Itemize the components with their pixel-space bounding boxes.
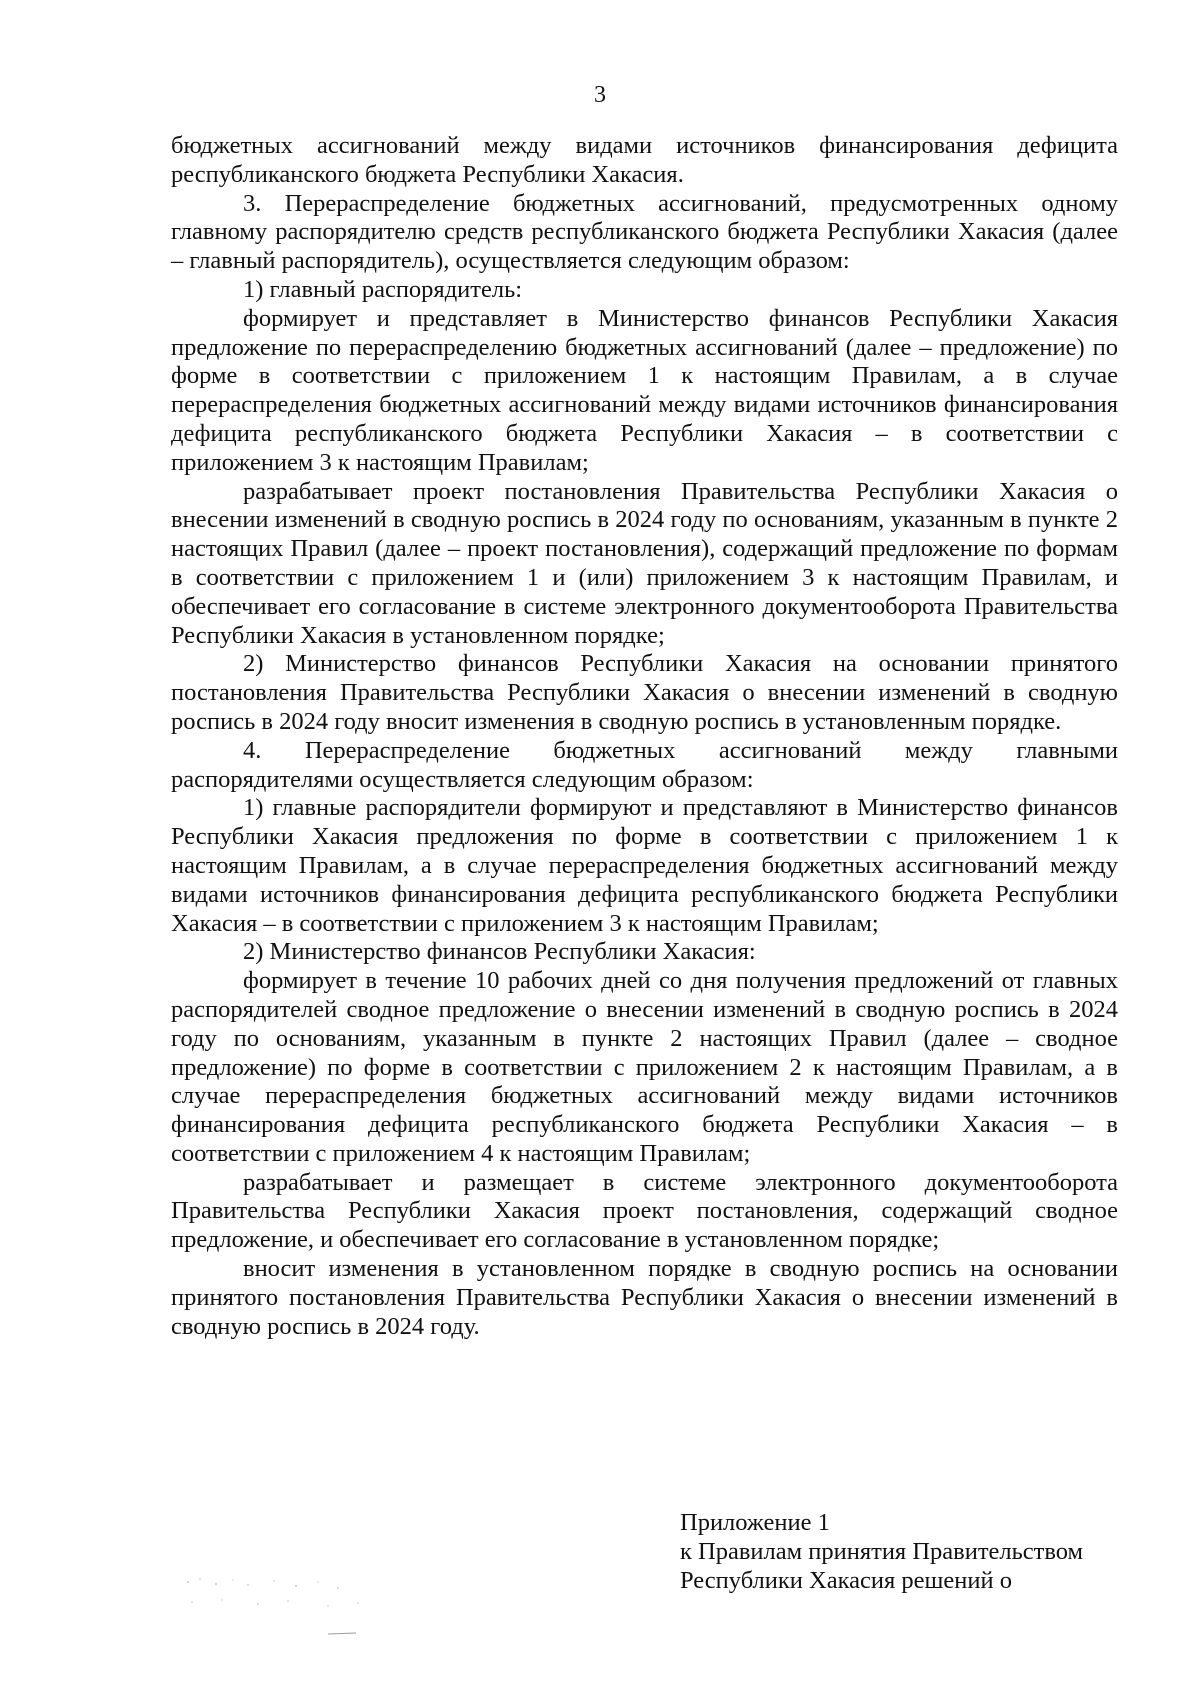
paragraph: формирует в течение 10 рабочих дней со дня получения предложений от главных распорядителей сводное предложение о внесении изменений в сводную роспись в 2024 году по основаниям, указанным в пункте 2 настоящих Правил (далее – сводное предложение) по форме в соответствии с приложением 2 к настоящим Правилам, а в случае перераспределения бюджетных ассигнований между видами источников финансирования дефицита республиканского бюджета Республики Хакасия – в соответствии с приложением 4 к настоящим Правилам; — [171, 967, 1118, 1167]
paragraph: 2) Министерство финансов Республики Хакасия: — [243, 938, 756, 966]
paragraph: вносит изменения в установленном порядке в сводную роспись на основании принятого постановления Правительства Республики Хакасия о внесении изменений в сводную роспись в 2024 году. — [171, 1255, 1118, 1340]
page-number: 3 — [594, 82, 606, 108]
document-body — [171, 132, 1118, 1341]
paragraph: разрабатывает и размещает в системе электронного документооборота Правительства Республики Хакасия проект постановления, содержащий сводное предложение, и обеспечивает его согласование в установленном порядке; — [171, 1168, 1118, 1254]
appendix-subtitle-line: к Правилам принятия Правительством — [680, 1538, 1084, 1565]
appendix-title: Приложение 1 — [680, 1509, 830, 1536]
paragraph: разрабатывает проект постановления Правительства Республики Хакасия о внесении изменений в сводную роспись в 2024 году по основаниям, указанным в пункте 2 настоящих Правил (далее – проект постановления), содержащий предложение по формам в соответствии с приложением 1 и (или) приложением 3 к настоящим Правилам, и обеспечивает его согласование в системе электронного документооборота Правительства Республики Хакасия в установленном порядке; — [171, 477, 1118, 649]
scan-artifact — [178, 1570, 398, 1640]
appendix-heading — [680, 1508, 1120, 1595]
paragraph: 1) главный распорядитель: — [243, 275, 523, 303]
paragraph: 2) Министерство финансов Республики Хакасия на основании принятого постановления Правительства Республики Хакасия о внесении изменений в сводную роспись в 2024 году вносит изменения в сводную роспись в установленным порядке. — [171, 650, 1118, 735]
paragraph: формирует и представляет в Министерство финансов Республики Хакасия предложение по перераспределению бюджетных ассигнований (далее – предложение) по форме в соответствии с приложением 1 к настоящим Правилам, а в случае перераспределения бюджетных ассигнований между видами источников финансирования дефицита республиканского бюджета Республики Хакасия – в соответствии с приложением 3 к настоящим Правилам; — [171, 304, 1118, 476]
appendix-subtitle-line: Республики Хакасия решений о — [680, 1567, 1012, 1594]
paragraph: 4. Перераспределение бюджетных ассигнований между главными распорядителями осуществляется следующим образом: — [171, 736, 1118, 793]
paragraph: бюджетных ассигнований между видами источников финансирования дефицита республиканского бюджета Республики Хакасия. — [171, 132, 1118, 188]
paragraph: 1) главные распорядители формируют и представляют в Министерство финансов Республики Хакасия предложения по форме в соответствии с приложением 1 к настоящим Правилам, а в случае перераспределения бюджетных ассигнований между видами источников финансирования дефицита республиканского бюджета Республики Хакасия – в соответствии с приложением 3 к настоящим Правилам; — [171, 794, 1118, 937]
paragraph: 3. Перераспределение бюджетных ассигнований, предусмотренных одному главному распорядителю средств республиканского бюджета Республики Хакасия (далее – главный распорядитель), осуществляется следующим образом: — [171, 189, 1118, 275]
